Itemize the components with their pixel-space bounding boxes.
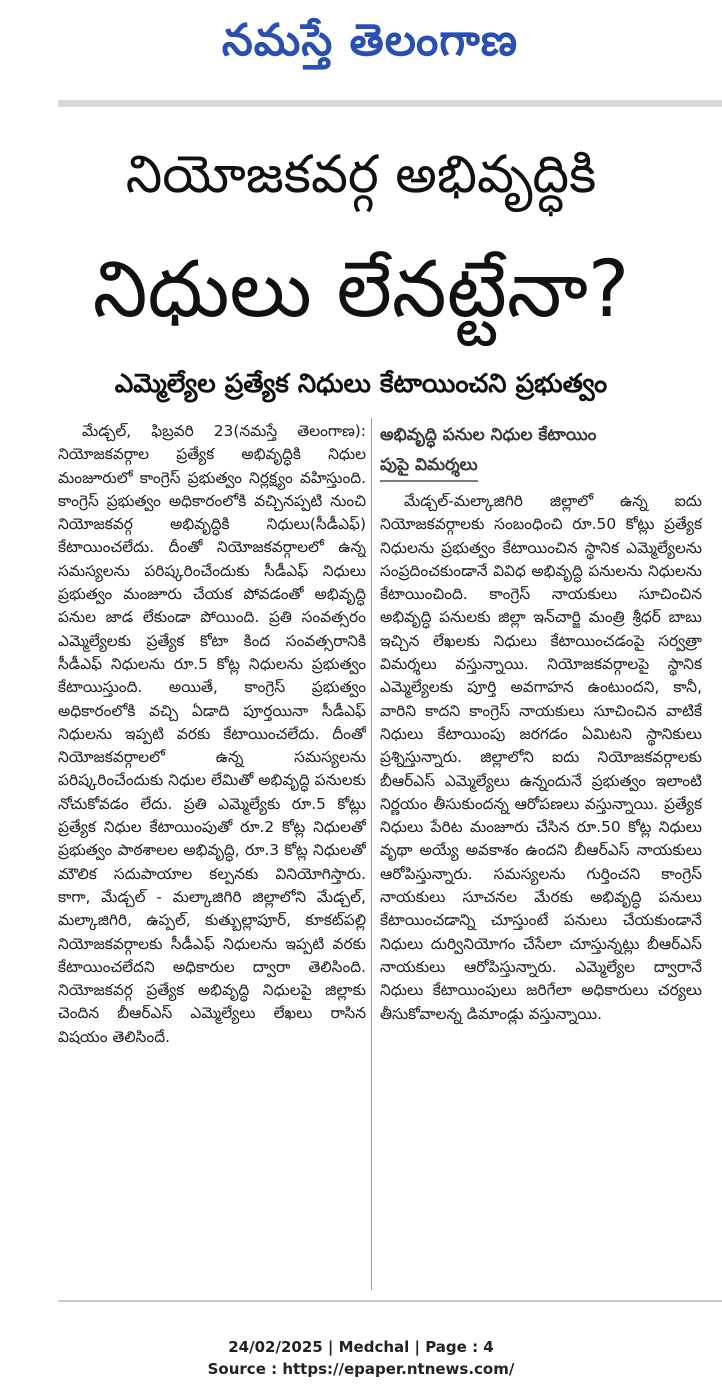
- subheadline: ఎమ్మెల్యేల ప్రత్యేక నిధులు కేటాయించని ప్రభుత్వం: [114, 369, 608, 399]
- article-body-right-column: [380, 420, 702, 1290]
- masthead-divider: [58, 100, 722, 107]
- newspaper-logo: నమస్తే తెలంగాణ: [221, 15, 519, 66]
- article-body-left-column: [58, 420, 366, 1290]
- footer-source: Source : https://epaper.ntnews.com/: [207, 1360, 515, 1378]
- article-body-right: మేడ్చల్-మల్కాజిగిరి జిల్లాలో ఉన్న ఐదు నియోజకవర్గాలకు సంబంధించి రూ.50 కోట్లు ప్రత్యేక నిధులను ప్రభుత్వం కేటాయించిన స్థానిక ఎమ్మెల్యేలను సంప్రదించకుండానే వివిధ అభివృద్ధి పనులను నిధులను కేటాయించింది. కాంగ్రెస్ నాయకులు సూచించిన అభివృద్ధి పనులకు జిల్లా ఇన్‌చార్జి మంత్రి శ్రీధర్ బాబు ఇచ్చిన లేఖలకు నిధులు కేటాయించడంపై సర్వత్రా విమర్శలు వస్తున్నాయి. నియోజకవర్గాలపై స్థానిక ఎమ్మెల్యేలకు పూర్తి అవగాహన ఉంటుందని, కానీ, వారిని కాదని కాంగ్రెస్ నాయకులు సూచించిన వాటికే నిధులు కేటాయింపు జరగడం ఏమిటని స్థానికులు ప్రశ్నిస్తున్నారు. జిల్లాలోని ఐదు నియోజకవర్గాలకు బీఆర్ఎస్ ఎమ్మెల్యేలు ఉన్నందునే ప్రభుత్వం ఇలాంటి నిర్ణయం తీసుకుందన్న ఆరోపణలు వస్తున్నాయి. ప్రత్యేక నిధులు పేరిట మంజూరు చేసిన రూ.50 కోట్ల నిధులు వృథా అయ్యే అవకాశం ఉందని బీఆర్ఎస్ నాయకులు ఆరోపిస్తున్నారు. సమస్యలను గుర్తించని కాంగ్రెస్ నాయకులు సూచనల మేరకు అభివృద్ధి పనులు కేటాయించడాన్ని చూస్తుంటే పనులు చేయకుండానే నిధులు దుర్వినియోగం చేసేలా చూస్తున్నట్లు బీఆర్ఎస్ నాయకులు ఆరోపిస్తున్నారు. ఎమ్మెల్యేల ద్వారానే నిధులు కేటాయింపులు జరిగేలా అధికారులు చర్యలు తీసుకోవాలన్న డిమాండ్లు వస్తున్నాయి.: [380, 492, 702, 1023]
- bottom-divider: [58, 1300, 722, 1302]
- headline-line-2: నిధులు లేనట్టేనా?: [92, 245, 630, 335]
- footer-date-page: 24/02/2025 | Medchal | Page : 4: [228, 1338, 494, 1356]
- masthead: [0, 0, 722, 104]
- column-divider: [371, 418, 372, 1290]
- side-heading-line-2: పుపై విమర్శలు: [380, 450, 478, 482]
- side-heading: [380, 420, 702, 482]
- side-heading-line-1: అభివృద్ధి పనుల నిధుల కేటాయిం: [380, 425, 597, 445]
- headline-line-1: నియోజకవర్గ అభివృద్ధికి: [125, 145, 597, 205]
- article-body-left: మేడ్చల్, ఫిబ్రవరి 23(నమస్తే తెలంగాణ): నియోజకవర్గాల ప్రత్యేక అభివృద్ధికి నిధుల మంజూరులో కాంగ్రెస్ ప్రభుత్వం నిర్లక్ష్యం వహిస్తుంది. కాంగ్రెస్ ప్రభుత్వం అధికారంలోకి వచ్చినప్పటి నుంచి నియోజకవర్గ అభివృద్ధికి నిధులు(సీడీఎఫ్) కేటాయించలేదు. దీంతో నియోజకవర్గాలలో ఉన్న సమస్యలను పరిష్కరించేందుకు సీడీఎఫ్ నిధులు ప్రభుత్వం మంజూరు చేయక పోవడంతో అభివృద్ధి పనుల జాడ లేకుండా పోయింది. ప్రతి సంవత్సరం ఎమ్మెల్యేలకు ప్రత్యేక కోటా కింద సంవత్సరానికి సీడీఎఫ్ నిధులను రూ.5 కోట్ల నిధులను ప్రభుత్వం కేటాయిస్తుంది. అయితే, కాంగ్రెస్ ప్రభుత్వం అధికారంలోకి వచ్చి ఏడాది పూర్తయినా సీడీఎఫ్ నిధులను ఇప్పటి వరకు కేటాయించలేదు. దీంతో నియోజకవర్గాలలో ఉన్న సమస్యలను పరిష్కరించేందుకు నిధుల లేమితో అభివృద్ధి పనులకు నోచుకోవడం లేదు. ప్రతి ఎమ్మెల్యేకు రూ.5 కోట్లు ప్రత్యేక నిధుల కేటాయింపుతో రూ.2 కోట్ల నిధులతో ప్రభుత్వం పాఠశాలల అభివృద్ధి, రూ.3 కోట్ల నిధులతో మౌలిక సదుపాయాల కల్పనకు వినియోగిస్తారు. కాగా, మేడ్చల్ - మల్కాజిగిరి జిల్లాలోని మేడ్చల్, మల్కాజిగిరి, ఉప్పల్, కుత్బుల్లాపూర్, కూకట్‌పల్లి నియోజకవర్గాలకు సీడీఎఫ్ నిధులను ఇప్పటి వరకు కేటాయించలేదని అధికారుల ద్వారా తెలిసింది. నియోజకవర్గ ప్రత్యేక అభివృద్ధి నిధులపై జిల్లాకు చెందిన బీఆర్ఎస్ ఎమ్మెల్యేలు లేఖలు రాసిన విషయం తెలిసిందే.: [58, 422, 366, 1046]
